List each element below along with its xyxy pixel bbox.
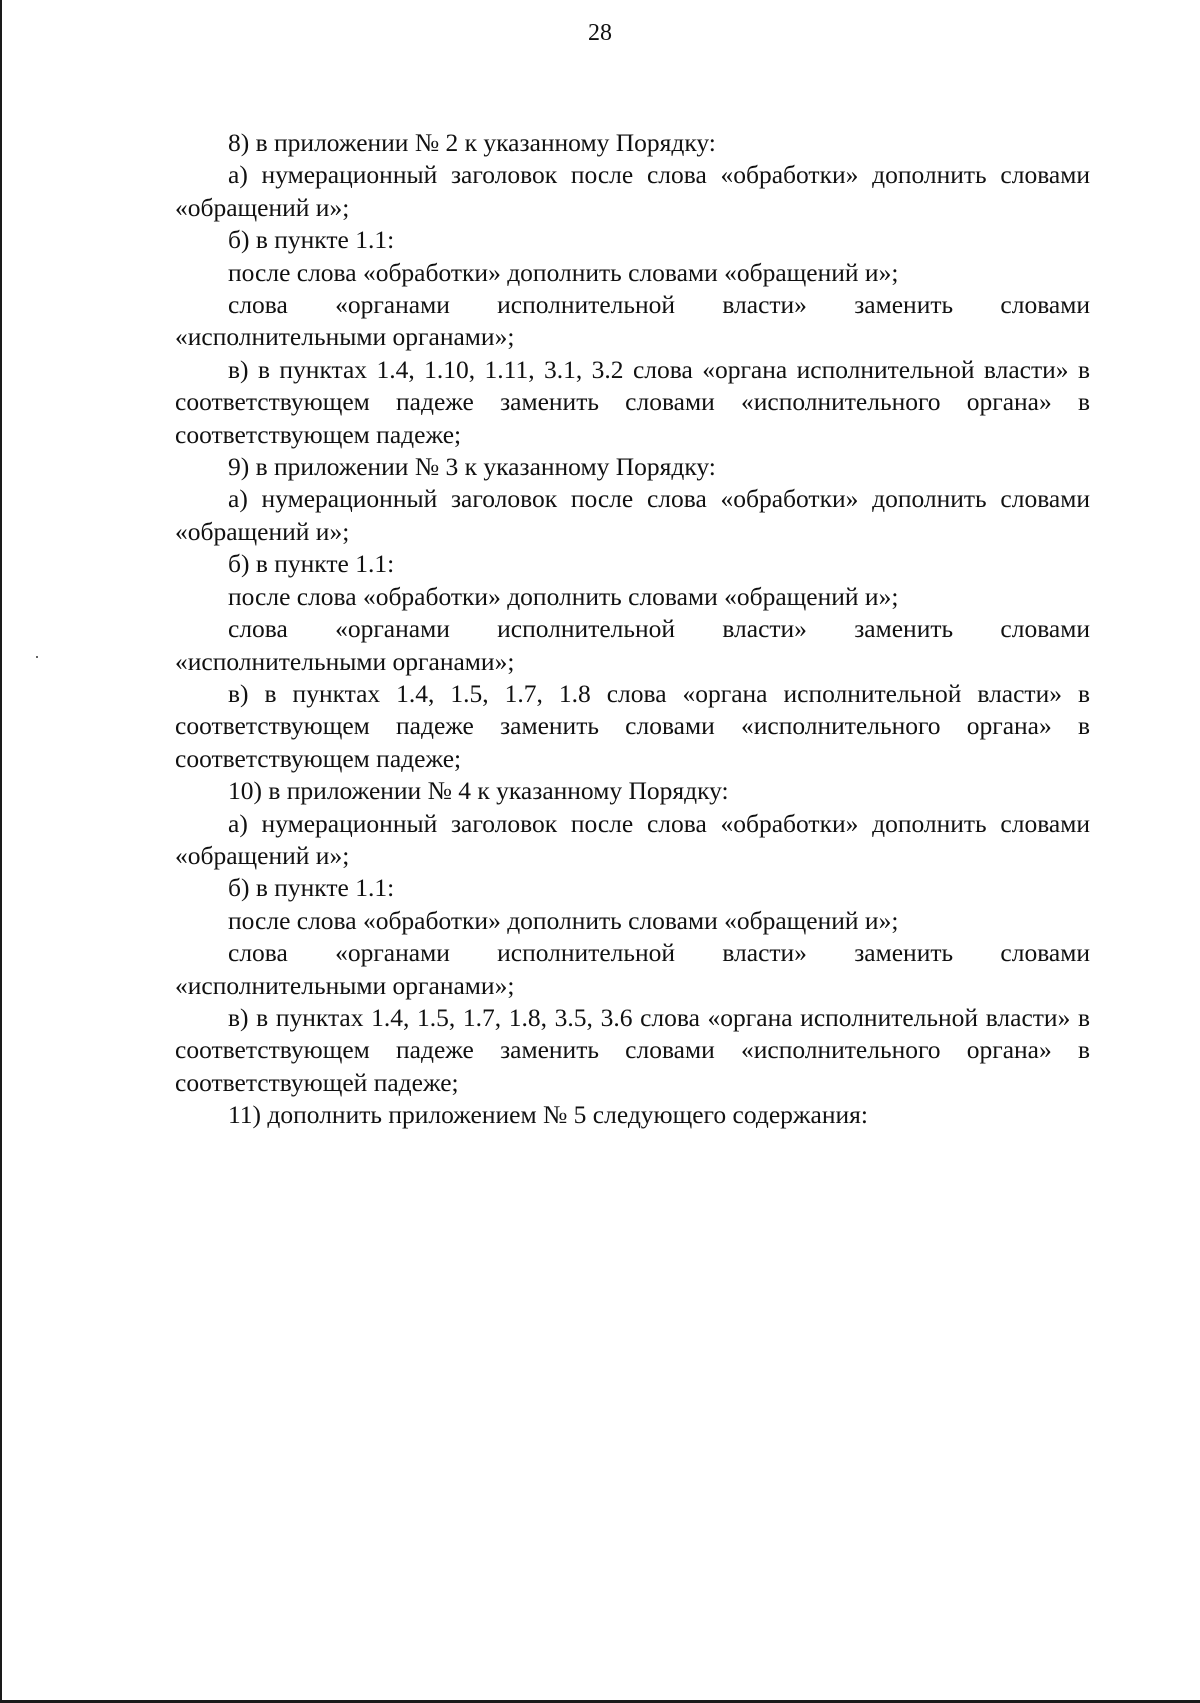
paragraph-9-header: 9) в приложении № 3 к указанному Порядку: <box>228 452 716 482</box>
paragraph-8a: а) нумерационный заголовок после слова «обработки» дополнить словами «обращений и»; <box>175 160 1090 222</box>
paragraph-10a: а) нумерационный заголовок после слова «обработки» дополнить словами «обращений и»; <box>175 808 1090 870</box>
paragraph-10v: в) в пунктах 1.4, 1.5, 1.7, 1.8, 3.5, 3.6 слова «органа исполнительной власти» в соответствующем падеже заменить словами «исполнительного органа» в соответствующей падеже; <box>175 1002 1090 1097</box>
scan-edge-left <box>0 0 2 1703</box>
paragraph-10b: б) в пункте 1.1: <box>228 873 395 903</box>
paragraph-11: 11) дополнить приложением № 5 следующего содержания: <box>228 1100 868 1130</box>
document-body <box>175 127 1090 1132</box>
paragraph-8v: в) в пунктах 1.4, 1.10, 1.11, 3.1, 3.2 слова «органа исполнительной власти» в соответствующем падеже заменить словами «исполнительного органа» в соответствующем падеже; <box>175 354 1090 449</box>
scan-speck <box>36 656 38 658</box>
paragraph-9b-1: после слова «обработки» дополнить словами «обращений и»; <box>228 581 899 611</box>
page-number: 28 <box>588 20 612 46</box>
paragraph-10b-1: после слова «обработки» дополнить словами «обращений и»; <box>228 905 899 935</box>
paragraph-8b-2: слова «органами исполнительной власти» заменить словами «исполнительными органами»; <box>175 290 1090 352</box>
paragraph-9a: а) нумерационный заголовок после слова «обработки» дополнить словами «обращений и»; <box>175 484 1090 546</box>
paragraph-8b-1: после слова «обработки» дополнить словами «обращений и»; <box>228 257 899 287</box>
paragraph-9b-2: слова «органами исполнительной власти» заменить словами «исполнительными органами»; <box>175 614 1090 676</box>
paragraph-8b: б) в пункте 1.1: <box>228 225 395 255</box>
paragraph-8-header: 8) в приложении № 2 к указанному Порядку: <box>228 128 716 157</box>
paragraph-9b: б) в пункте 1.1: <box>228 549 395 579</box>
paragraph-10b-2: слова «органами исполнительной власти» заменить словами «исполнительными органами»; <box>175 938 1090 1000</box>
paragraph-9v: в) в пунктах 1.4, 1.5, 1.7, 1.8 слова «органа исполнительной власти» в соответствующем падеже заменить словами «исполнительного органа» в соответствующем падеже; <box>175 678 1090 773</box>
paragraph-10-header: 10) в приложении № 4 к указанному Порядку: <box>228 776 729 806</box>
